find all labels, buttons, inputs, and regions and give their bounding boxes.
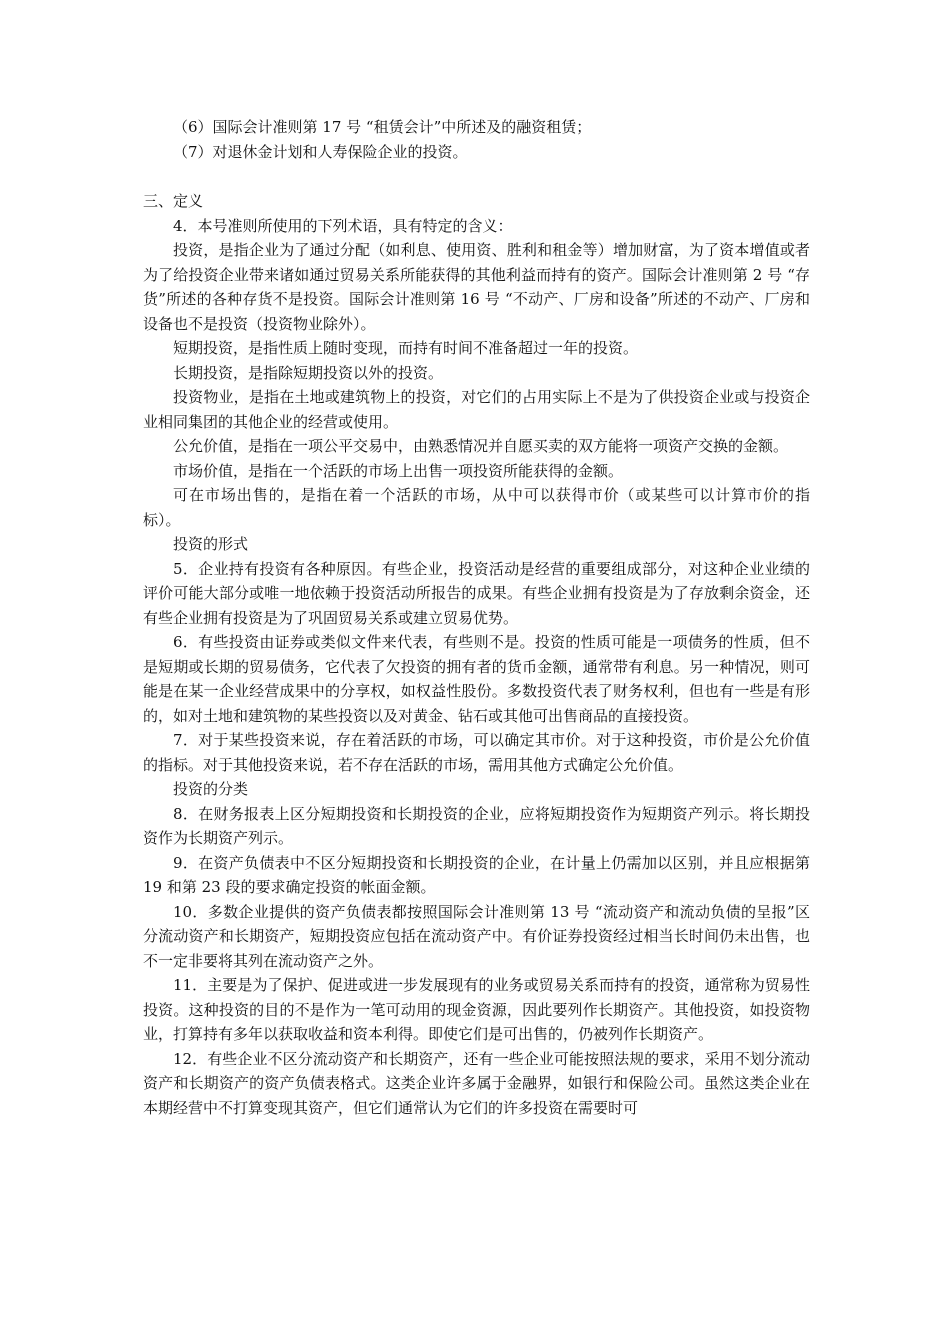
section-heading-definitions: 三、定义 [143, 192, 204, 210]
paragraph-4: 4．本号准则所使用的下列术语，具有特定的含义： [173, 216, 513, 235]
definition-short-term-investment: 短期投资，是指性质上随时变现，而持有时间不准备超过一年的投资。 [173, 339, 639, 357]
list-item-7: （7）对退休金计划和人寿保险企业的投资。 [173, 142, 468, 161]
blank-line [143, 164, 810, 189]
paragraph-6: 6．有些投资由证券或类似文件来代表，有些则不是。投资的性质可能是一项债务的性质，但不是短期或长期的贸易债务，它代表了欠投资的拥有者的货币金额，通常带有利息。另一种情况，则可能是在某一企业经营成果中的分享权，如权益性股份。多数投资代表了财务权利，但也有一些是有形的，如对土地和建筑物的某些投资以及对黄金、钻石或其他可出售商品的直接投资。 [143, 633, 810, 725]
list-item-6: （6）国际会计准则第 17 号 “租赁会计”中所述及的融资租赁； [173, 118, 592, 136]
definition-investment: 投资，是指企业为了通过分配（如利息、使用资、胜利和租金等）增加财富，为了资本增值或者为了给投资企业带来诸如通过贸易关系所能获得的其他利益而持有的资产。国际会计准则第 2 号 “存货”所述的各种存货不是投资。国际会计准则第 16 号 “不动产、厂房和设备”所述的不动产、厂房和设备也不是投资（投资物业除外）。 [143, 241, 810, 333]
paragraph-12: 12．有些企业不区分流动资产和长期资产，还有一些企业可能按照法规的要求，采用不划分流动资产和长期资产的资产负债表格式。这类企业许多属于金融界，如银行和保险公司。虽然这类企业在本期经营中不打算变现其资产，但它们通常认为它们的许多投资在需要时可 [143, 1049, 810, 1117]
paragraph-10: 10．多数企业提供的资产负债表都按照国际会计准则第 13 号 “流动资产和流动负债的呈报”区分流动资产和长期资产，短期投资应包括在流动资产中。有价证券投资经过相当长时间仍未出售，也不一定非要将其列在流动资产之外。 [143, 902, 810, 970]
definition-marketable: 可在市场出售的，是指在着一个活跃的市场，从中可以获得市价（或某些可以计算市价的指标）。 [143, 486, 810, 529]
subheading-forms-of-investment: 投资的形式 [173, 535, 249, 553]
paragraph-8: 8．在财务报表上区分短期投资和长期投资的企业，应将短期投资作为短期资产列示。将长期投资作为长期资产列示。 [143, 804, 810, 847]
paragraph-11: 11．主要是为了保护、促进或进一步发展现有的业务或贸易关系而持有的投资，通常称为贸易性投资。这种投资的目的不是作为一笔可动用的现金资源，因此要列作长期资产。其他投资，如投资物业，打算持有多年以获取收益和资本利得。即使它们是可出售的，仍被列作长期资产。 [143, 976, 810, 1043]
definition-investment-property: 投资物业，是指在土地或建筑物上的投资，对它们的占用实际上不是为了供投资企业或与投资企业相同集团的其他企业的经营或使用。 [143, 388, 810, 431]
definition-fair-value: 公允价值，是指在一项公平交易中，由熟悉情况并自愿买卖的双方能将一项资产交换的金额。 [173, 437, 789, 455]
definition-market-value: 市场价值，是指在一个活跃的市场上出售一项投资所能获得的金额。 [173, 461, 624, 480]
subheading-classification-of-investments: 投资的分类 [173, 780, 249, 798]
definition-long-term-investment: 长期投资，是指除短期投资以外的投资。 [173, 363, 444, 382]
paragraph-5: 5．企业持有投资有各种原因。有些企业，投资活动是经营的重要组成部分，对这种企业业绩的评价可能大部分或唯一地依赖于投资活动所报告的成果。有些企业拥有投资是为了存放剩余资金，还有些企业拥有投资是为了巩固贸易关系或建立贸易优势。 [143, 559, 810, 627]
paragraph-9: 9．在资产负债表中不区分短期投资和长期投资的企业，在计量上仍需加以区别，并且应根据第 19 和第 23 段的要求确定投资的帐面金额。 [143, 853, 810, 896]
paragraph-7: 7．对于某些投资来说，存在着活跃的市场，可以确定其市价。对于这种投资，市价是公允价值的指标。对于其他投资来说，若不存在活跃的市场，需用其他方式确定公允价值。 [143, 731, 810, 774]
document-page [143, 115, 810, 1120]
